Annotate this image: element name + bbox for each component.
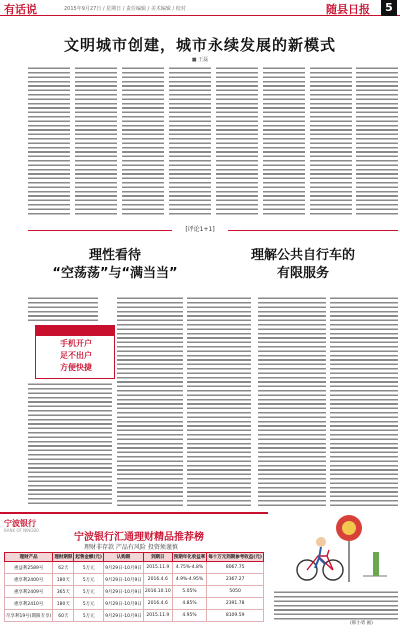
finance-products-table <box>4 552 264 622</box>
table-header: 起售金额(元) <box>74 553 104 562</box>
table-cell: 2015.11.9 <box>143 610 172 622</box>
ad-line-3: 方便快捷 <box>60 363 92 372</box>
lead-column-2 <box>75 66 117 216</box>
comment-left-column-3 <box>187 296 251 506</box>
table-row <box>5 586 264 598</box>
table-cell: 5万元 <box>74 598 104 610</box>
bicycle-cartoon <box>277 512 396 588</box>
lead-column-6 <box>263 66 305 216</box>
table-cell: 9月29日-10月9日 <box>104 610 144 622</box>
table-header: 理财期限 <box>53 553 74 562</box>
left-headline-line2: “空荡荡”与“满当当” <box>52 266 178 281</box>
table-cell: 5万元 <box>74 586 104 598</box>
table-cell: 9月29日-10月9日 <box>104 562 144 574</box>
newspaper-logo: 随县日报 <box>326 3 370 16</box>
table-cell: 180天 <box>53 598 74 610</box>
dateline: 2015年9月27日 / 星期日 / 责任编辑 / 美术编辑 / 校对 <box>64 6 186 12</box>
table-header: 预期年化收益率 <box>172 553 207 562</box>
table-cell: 8067.75 <box>207 562 264 574</box>
table-cell: 2391.78 <box>207 598 264 610</box>
table-cell: 尽享利19号(期限专享) <box>5 610 53 622</box>
bicycle-cartoon-drawing <box>277 512 396 588</box>
lead-column-3 <box>122 66 164 216</box>
table-cell: 9月29日-10月9日 <box>104 598 144 610</box>
lead-column-4 <box>169 66 211 216</box>
bank-ad-banner <box>0 512 268 634</box>
comment-label: [评论1+1] <box>172 225 228 235</box>
right-headline-line1: 理解公共自行车的 <box>250 248 355 263</box>
table-cell: 惠享利2409号 <box>5 586 53 598</box>
lead-column-8 <box>356 66 398 216</box>
table-header: 理财产品 <box>5 553 53 562</box>
section-name: 有话说 <box>4 3 37 16</box>
table-cell: 5万元 <box>74 610 104 622</box>
lead-byline: ■ 王磊 <box>191 57 209 63</box>
table-cell: 2367.27 <box>207 574 264 586</box>
comment-right-column-1 <box>258 296 326 506</box>
lead-headline: 文明城市创建，城市永续发展的新模式 <box>63 36 336 54</box>
table-cell: 9月29日-10月9日 <box>104 586 144 598</box>
lead-column-1 <box>28 66 70 216</box>
bank-logo: 宁波银行 <box>4 519 36 528</box>
comment-left-column-1b <box>28 382 112 506</box>
ad-line-2: 足不出户 <box>60 351 92 360</box>
table-cell: 2016.4.6 <box>143 598 172 610</box>
table-cell: 惠享利2400号 <box>5 574 53 586</box>
cartoon-caption <box>274 590 398 620</box>
table-cell: 2016.10.10 <box>143 586 172 598</box>
bank-ad-title: 宁波银行汇通理财精品推荐榜 <box>74 532 204 543</box>
ad-line-1: 手机开户 <box>60 339 92 348</box>
table-header: 到期日 <box>143 553 172 562</box>
table-cell: 4.95% <box>172 610 207 622</box>
table-cell: 9月29日-10月9日 <box>104 574 144 586</box>
table-cell: 2016.4.6 <box>143 574 172 586</box>
lead-column-7 <box>310 66 352 216</box>
left-headline-line1: 理性看待 <box>88 248 141 263</box>
table-cell: 4.75%-4.8% <box>172 562 207 574</box>
table-header: 每十万元到期参考收益(元) <box>207 553 264 562</box>
table-cell: 365天 <box>53 586 74 598</box>
comment-left-column-1 <box>28 296 98 322</box>
table-row <box>5 562 264 574</box>
table-cell: 8109.59 <box>207 610 264 622</box>
table-cell: 4.9%-4.95% <box>172 574 207 586</box>
table-header-row <box>5 553 264 562</box>
table-cell: 2015.11.9 <box>143 562 172 574</box>
table-cell: 5万元 <box>74 574 104 586</box>
table-cell: 惠益利2589号 <box>5 562 53 574</box>
masthead-bar <box>0 0 400 16</box>
table-row <box>5 598 264 610</box>
table-cell: 4.85% <box>172 598 207 610</box>
page-number: 5 <box>381 0 397 16</box>
bank-logo-en: BANK OF NINGBO <box>4 528 40 533</box>
lead-column-5 <box>216 66 258 216</box>
cartoon-author: (韩小勇 画) <box>350 621 373 626</box>
table-cell: 惠享利2410号 <box>5 598 53 610</box>
comment-left-column-2 <box>117 296 183 506</box>
table-header: 认购期 <box>104 553 144 562</box>
bank-ad-tagline: 理财非存款 产品有风险 投资须谨慎 <box>84 544 178 551</box>
securities-ad <box>35 325 115 379</box>
table-row <box>5 610 264 622</box>
table-cell: 180天 <box>53 574 74 586</box>
table-cell: 5.05% <box>172 586 207 598</box>
table-cell: 62天 <box>53 562 74 574</box>
ad-top-band <box>36 326 114 336</box>
table-row <box>5 574 264 586</box>
table-cell: 5万元 <box>74 562 104 574</box>
comment-right-column-2 <box>330 296 398 506</box>
table-cell: 60天 <box>53 610 74 622</box>
right-headline-line2: 有限服务 <box>276 266 329 281</box>
table-cell: 5050 <box>207 586 264 598</box>
